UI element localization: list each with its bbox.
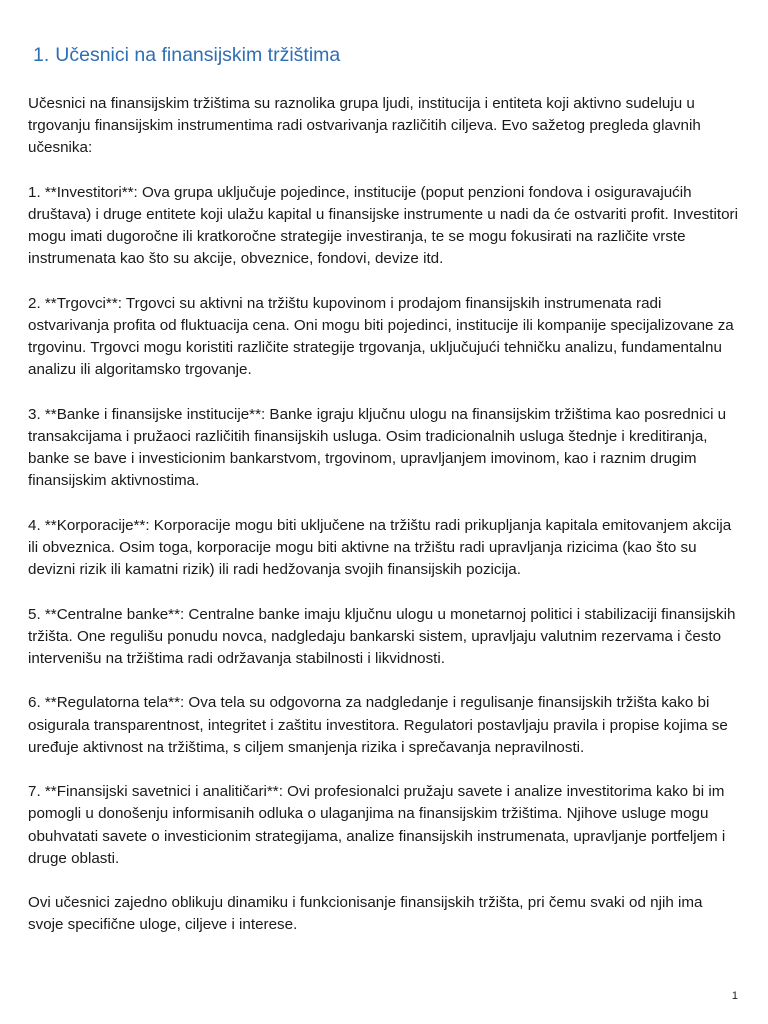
- section-heading: [33, 44, 340, 67]
- page-number: 1: [731, 990, 738, 1002]
- intro-paragraph: Učesnici na finansijskim tržištima su raznolika grupa ljudi, institucija i entiteta koji aktivno sudeluju u trgovanju finansijskim instrumentima radi ostvarivanja različitih ciljeva. Evo sažetog pregleda glavnih učesnika:: [28, 95, 701, 157]
- section-number: 1.: [33, 44, 50, 66]
- section-title: Učesnici na finansijskim tržištima: [55, 44, 341, 66]
- paragraph-korporacije: 4. **Korporacije**: Korporacije mogu biti uključene na tržištu radi prikupljanja kapitala emitovanjem akcija ili obveznica. Osim toga, korporacije mogu biti aktivne na tržištu radi upravljanja rizicima (kao što su devizni rizik ili kamatni rizik) ili radi hedžovanja svojih finansijskih pozicija.: [28, 516, 732, 579]
- closing-paragraph: Ovi učesnici zajedno oblikuju dinamiku i funkcionisanje finansijskih tržišta, pri čemu svaki od njih ima svoje specifične uloge, ciljeve i interese.: [28, 894, 703, 934]
- paragraph-banke: 3. **Banke i finansijske institucije**: Banke igraju ključnu ulogu na finansijskim tržištima kao posrednici u transakcijama i pružaoci različitih finansijskih usluga. Osim tradicionalnih usluga štednje i kreditiranja, banke se bave i investicionim bankarstvom, trgovinom, upravljanjem imovinom, kao i raznim drugim finansijskim aktivnostima.: [28, 405, 727, 490]
- paragraph-centralne-banke: 5. **Centralne banke**: Centralne banke imaju ključnu ulogu u monetarnoj politici i stabilizaciji finansijskih tržišta. One regulišu ponudu novca, nadgledaju bankarski sistem, upravljaju valutnim rezervama i često intervenišu na tržištima radi održavanja stabilnosti i likvidnosti.: [28, 605, 736, 667]
- paragraph-trgovci: 2. **Trgovci**: Trgovci su aktivni na tržištu kupovinom i prodajom finansijskih instrumenata radi ostvarivanja profita od fluktuacija cena. Oni mogu biti pojedinci, institucije ili kompanije specijalizovane za trgovinu. Trgovci mogu koristiti različite strategije trgovanja, uključujući tehničku analizu, fundamentalnu analizu ili algoritamsko trgovanje.: [28, 294, 734, 379]
- body-text: [28, 93, 740, 959]
- paragraph-savetnici: 7. **Finansijski savetnici i analitičari**: Ovi profesionalci pružaju savete i analize investitorima kako bi im pomogli u donošenju informisanih odluka o ulaganjima na finansijskim tržištima. Njihove usluge mogu obuhvatati savete o investicionim strategijama, analize finansijskih instrumenata, upravljanje portfeljem i druge oblasti.: [28, 783, 726, 867]
- paragraph-regulatorna-tela: 6. **Regulatorna tela**: Ova tela su odgovorna za nadgledanje i regulisanje finansijskih tržišta kako bi osigurala transparentnost, integritet i zaštitu investitora. Regulatori postavljaju pravila i propise kojima se uređuje aktivnost na tržištima, s ciljem smanjenja rizika i sprečavanja nepravilnosti.: [28, 694, 728, 756]
- paragraph-investitori: 1. **Investitori**: Ova grupa uključuje pojedince, institucije (poput penzioni fondova i osiguravajućih društava) i druge entitete koji ulažu kapital u finansijske instrumente u nadi da će ostvariti profit. Investitori mogu imati dugoročne ili kratkoročne strategije investiranja, te se mogu fokusirati na različite vrste instrumenata kao što su akcije, obveznice, fondovi, devize itd.: [28, 183, 738, 268]
